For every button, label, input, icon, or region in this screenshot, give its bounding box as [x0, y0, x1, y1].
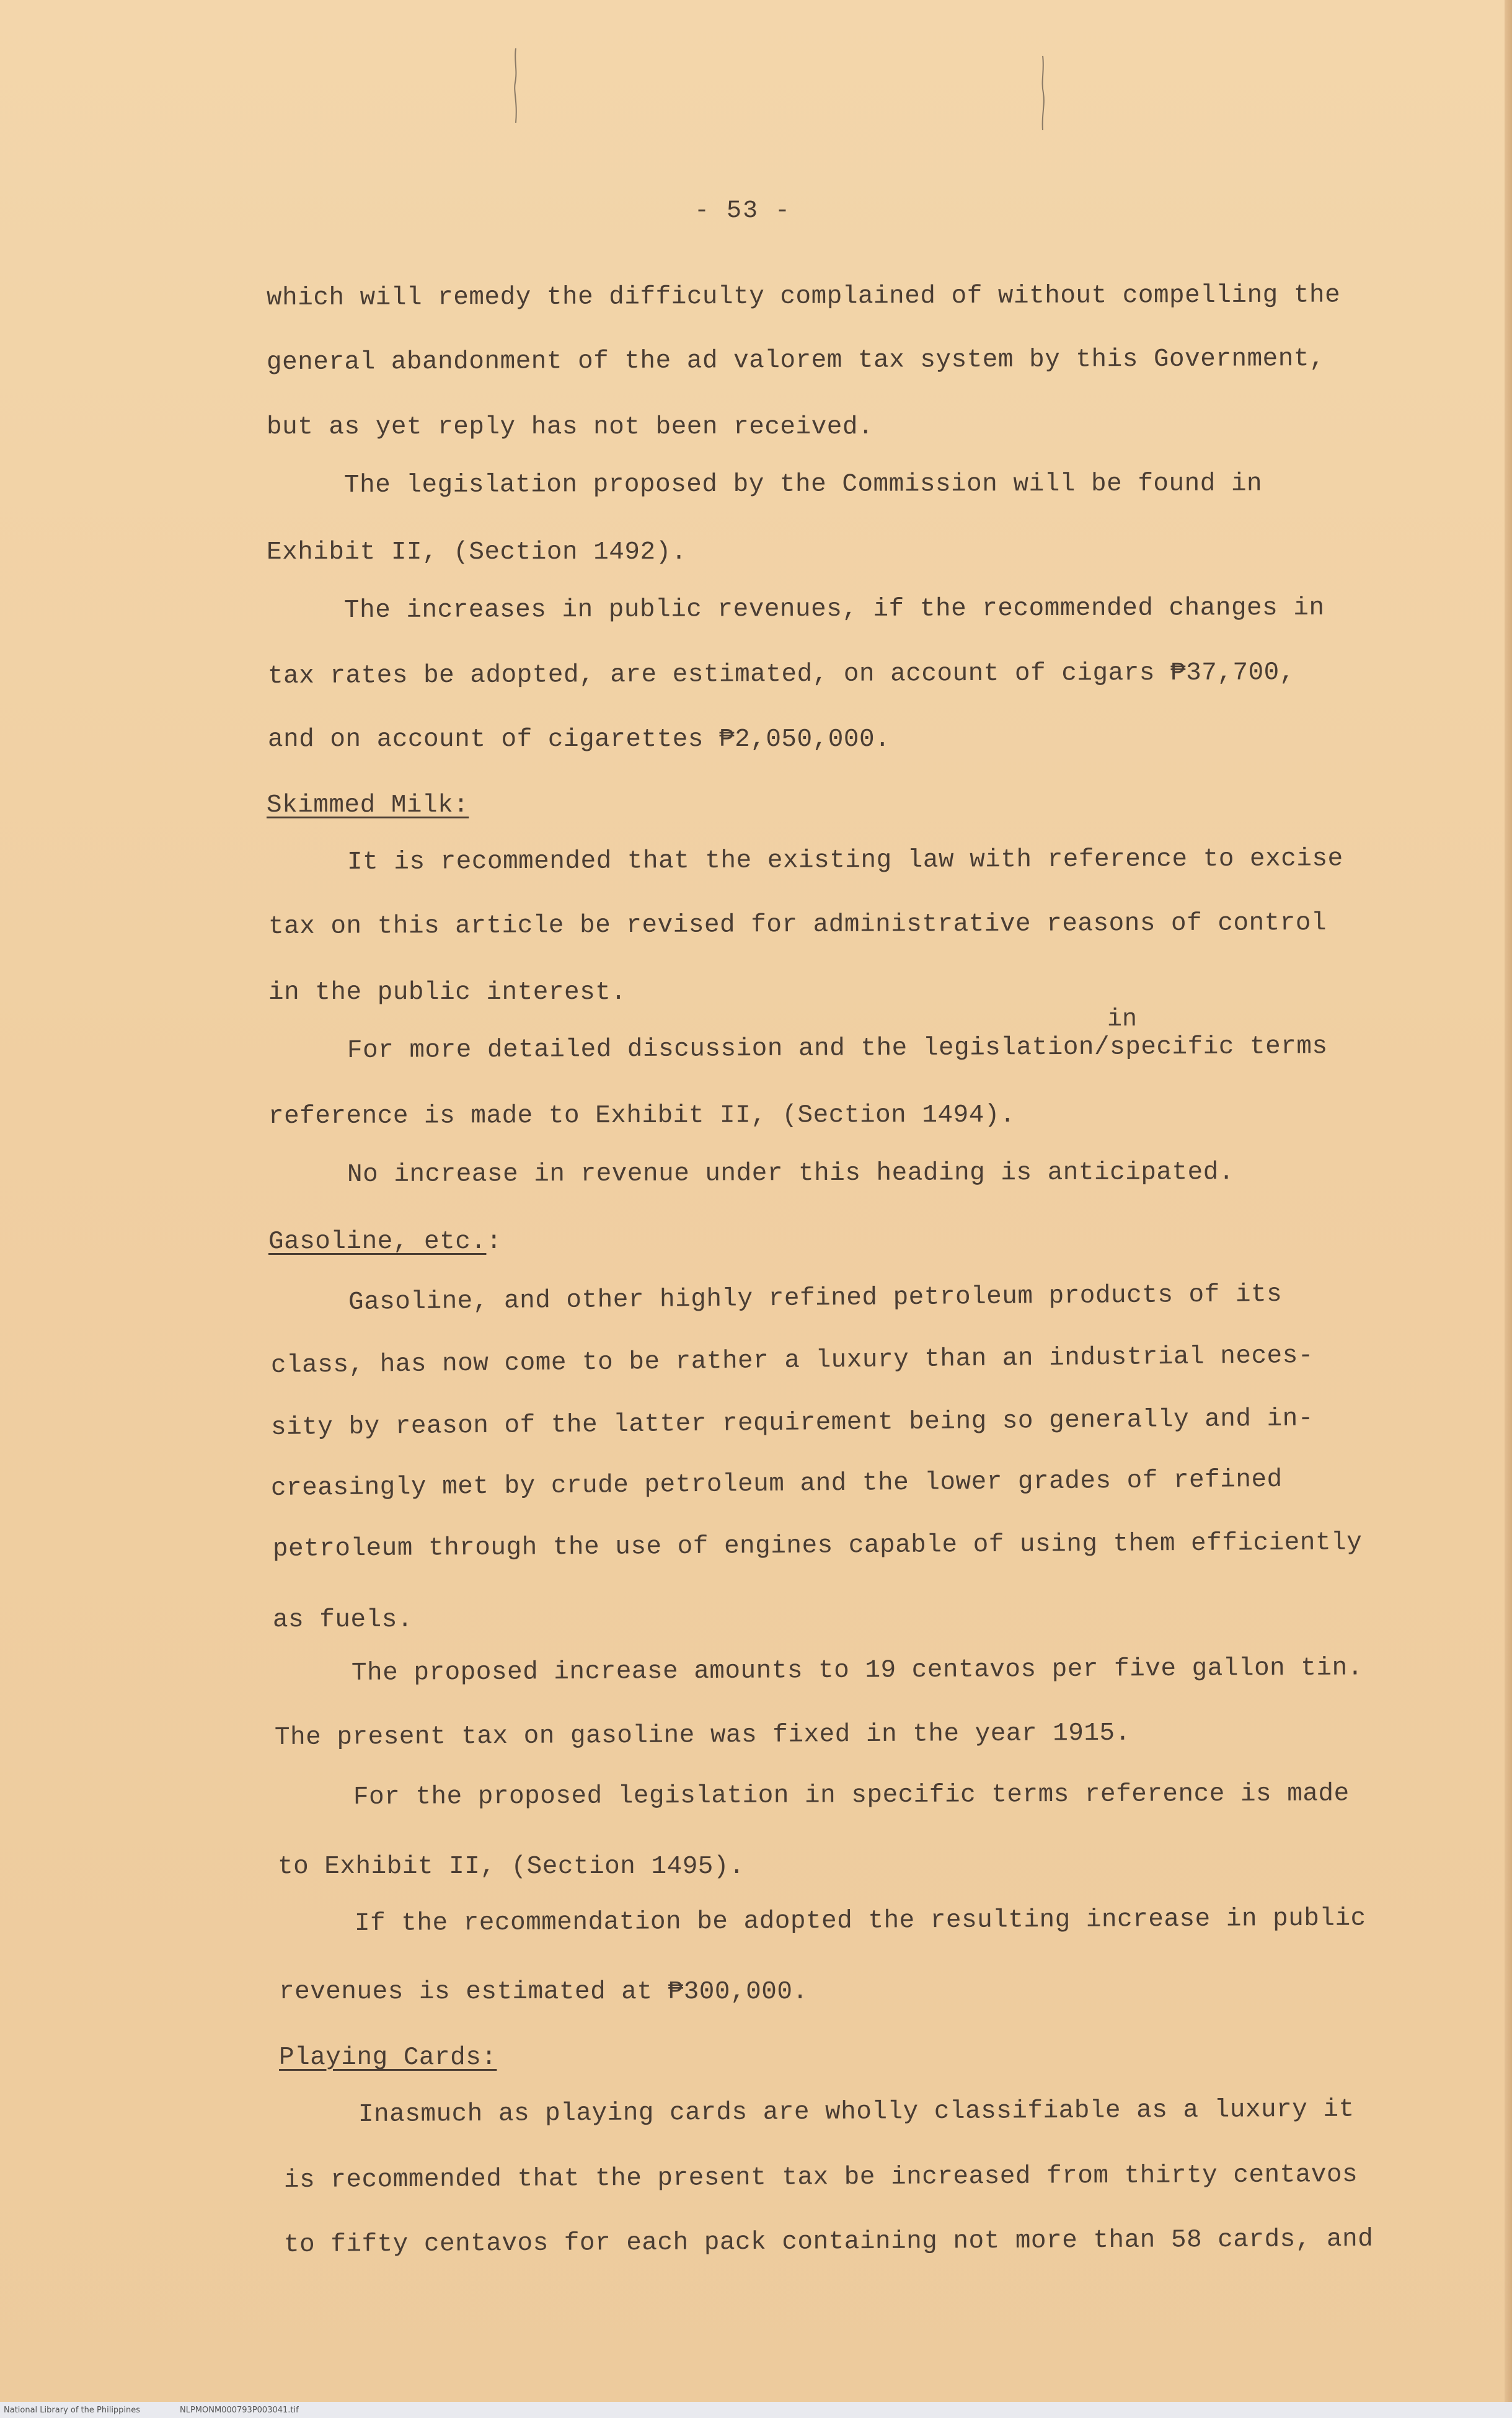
text-line: The increases in public revenues, if the recommended changes in	[343, 593, 1325, 625]
heading-gasoline-colon: :	[486, 1228, 502, 1256]
text-line: No increase in revenue under this heading is anticipated.	[347, 1158, 1234, 1189]
text-line: The proposed increase amounts to 19 centavos per five gallon tin.	[351, 1654, 1363, 1688]
heading-skimmed-milk: Skimmed Milk:	[267, 791, 469, 820]
scan-footer	[0, 2402, 1512, 2418]
text-line: to fifty centavos for each pack containing not more than 58 cards, and	[283, 2225, 1374, 2259]
text-line: Inasmuch as playing cards are wholly classifiable as a luxury it	[358, 2095, 1355, 2129]
text-line: sity by reason of the latter requirement being so generally and in-	[270, 1404, 1314, 1442]
text-line: to Exhibit II, (Section 1495).	[278, 1853, 745, 1881]
text-line: creasingly met by crude petroleum and the lower grades of refined	[270, 1465, 1283, 1503]
heading-gasoline-text: Gasoline, etc.	[268, 1228, 487, 1256]
footer-institution: National Library of the Philippines	[4, 2406, 141, 2415]
text-line: and on account of cigarettes ₱2,050,000.	[268, 725, 891, 754]
footer-filename: NLPMONM000793P003041.tif	[180, 2406, 299, 2415]
text-line: Gasoline, and other highly refined petroleum products of its	[348, 1280, 1283, 1317]
heading-playing-cards: Playing Cards:	[279, 2044, 497, 2072]
punch-hole-right	[1040, 56, 1046, 130]
text-line: revenues is estimated at ₱300,000.	[279, 1978, 808, 2006]
punch-hole-left	[513, 48, 519, 123]
text-line: For more detailed discussion and the legislation/specific terms	[347, 1032, 1328, 1065]
text-line: Exhibit II, (Section 1492).	[267, 538, 687, 567]
text-line: The legislation proposed by the Commission will be found in	[343, 469, 1263, 500]
text-line: If the recommendation be adopted the resulting increase in public	[354, 1904, 1366, 1938]
text-line: reference is made to Exhibit II, (Section 1494).	[268, 1100, 1016, 1131]
text-line: tax on this article be revised for administrative reasons of control	[268, 909, 1327, 941]
text-line: tax rates be adopted, are estimated, on account of cigars ₱37,700,	[267, 658, 1295, 691]
text-line: For the proposed legislation in specific terms reference is made	[353, 1779, 1350, 1812]
text-line: in the public interest.	[268, 978, 627, 1007]
text-line: The present tax on gasoline was fixed in the year 1915.	[274, 1719, 1131, 1752]
text-line: but as yet reply has not been received.	[267, 413, 874, 441]
text-line: is recommended that the present tax be increased from thirty centavos	[283, 2160, 1358, 2195]
inserted-word: in	[1107, 1006, 1138, 1034]
text-line: petroleum through the use of engines capable of using them efficiently	[272, 1528, 1363, 1564]
text-line: class, has now come to be rather a luxury than an industrial neces-	[270, 1341, 1314, 1380]
text-line: It is recommended that the existing law with reference to excise	[347, 844, 1343, 877]
text-line: as fuels.	[273, 1606, 413, 1634]
page-number: - 53 -	[694, 197, 792, 225]
heading-gasoline	[268, 1228, 502, 1256]
text-line: which will remedy the difficulty complained of without compelling the	[266, 281, 1341, 312]
page-edge	[1505, 0, 1512, 2418]
text-line: general abandonment of the ad valorem tax system by this Government,	[266, 345, 1325, 377]
